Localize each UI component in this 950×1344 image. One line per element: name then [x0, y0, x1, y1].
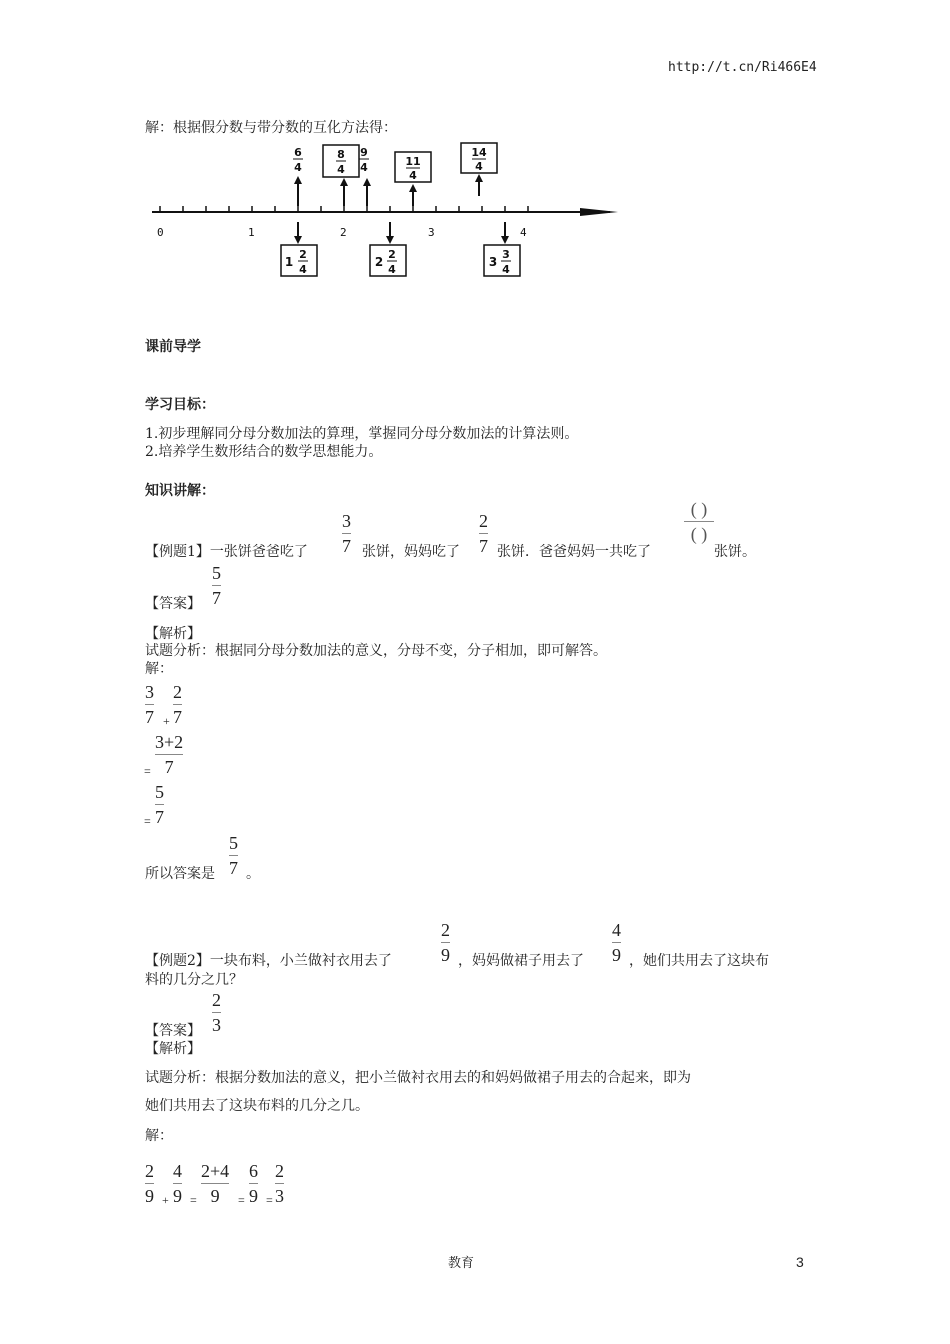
section-preview: 课前导学: [145, 339, 201, 355]
ex1-conclusion-frac: 5 7: [229, 833, 238, 878]
ex2-analysis-label: 【解析】: [145, 1041, 201, 1057]
ex2-equals-1: =: [190, 1193, 197, 1207]
ex1-period: 。: [246, 866, 260, 882]
svg-text:9: 9: [360, 146, 368, 159]
ex1-text-3: 张饼．爸爸妈妈一共吃了: [497, 544, 651, 560]
number-line-diagram: [140, 138, 640, 283]
ex2-text-2: ，妈妈做裙子用去了: [458, 953, 584, 969]
ex2-equals-3: =: [266, 1193, 273, 1207]
svg-text:4: 4: [409, 169, 417, 182]
footer-center: 教育: [448, 1256, 475, 1271]
ex1-frac-2-7: 2 7: [479, 511, 488, 556]
ex2-calc-frac-3: 2+4 9: [201, 1161, 230, 1206]
ex1-analysis: 试题分析：根据同分母分数加法的意义，分母不变，分子相加，即可解答。: [145, 643, 607, 659]
ex2-equals-2: =: [238, 1193, 245, 1207]
svg-text:14: 14: [471, 146, 487, 159]
ex2-calc-frac-5: 2 3: [275, 1161, 284, 1206]
ex1-step1-frac-a: 3 7: [145, 682, 154, 727]
ex1-equals-1: =: [144, 764, 151, 778]
top-frac-6-4: [293, 146, 303, 206]
ex2-frac-2-9: 2 9: [441, 920, 450, 965]
ex1-frac-3-7: 3 7: [342, 511, 351, 556]
ex1-plus: +: [163, 714, 170, 728]
ex1-analysis-label: 【解析】: [145, 626, 201, 642]
svg-text:4: 4: [475, 160, 483, 173]
bottom-mixed-1-2-4: [281, 222, 317, 276]
svg-text:4: 4: [294, 161, 302, 174]
ex2-frac-4-9: 4 9: [612, 920, 621, 965]
ex1-solve-label: 解：: [145, 661, 173, 677]
intro-line: 解：根据假分数与带分数的互化方法得：: [145, 120, 397, 136]
top-frac-14-4: [461, 143, 497, 196]
header-url: http://t.cn/Ri466E4: [668, 60, 817, 75]
ex1-text-2: 张饼，妈妈吃了: [362, 544, 460, 560]
tick-label-4: 4: [520, 226, 527, 239]
ex2-calc-frac-2: 4 9: [173, 1161, 182, 1206]
ex2-answer-frac: 2 3: [212, 990, 221, 1035]
svg-text:1: 1: [284, 255, 294, 269]
svg-text:4: 4: [337, 163, 345, 176]
ex1-blank-fraction: ( ) ( ): [684, 498, 714, 545]
svg-text:8: 8: [337, 148, 345, 161]
tick-label-2: 2: [340, 226, 347, 239]
ex2-calc-frac-4: 6 9: [249, 1161, 258, 1206]
ex2-text-1: 【例题2】一块布料，小兰做衬衣用去了: [145, 953, 392, 969]
svg-text:3: 3: [502, 248, 510, 261]
ex2-analysis-2: 她们共用去了这块布料的几分之几。: [145, 1098, 369, 1114]
ex1-equals-2: =: [144, 814, 151, 828]
bottom-mixed-3-3-4: [484, 222, 520, 276]
bottom-mixed-2-2-4: [370, 222, 406, 276]
top-frac-8-4: [323, 145, 359, 206]
ex1-conclusion: 所以答案是: [145, 866, 215, 882]
tick-label-1: 1: [248, 226, 255, 239]
ex2-calc-frac-1: 2 9: [145, 1161, 154, 1206]
svg-text:4: 4: [299, 263, 307, 276]
ex1-step2-frac: 3+2 7: [155, 732, 184, 777]
ex2-analysis-1: 试题分析：根据分数加法的意义，把小兰做衬衣用去的和妈妈做裙子用去的合起来，即为: [145, 1070, 691, 1086]
ex1-step3-frac: 5 7: [155, 782, 164, 827]
svg-text:6: 6: [294, 146, 302, 159]
svg-text:4: 4: [360, 161, 368, 174]
page-number: 3: [796, 1254, 804, 1270]
section-goals-title: 学习目标：: [145, 397, 215, 413]
svg-text:2: 2: [299, 248, 307, 261]
ex2-text-3: ，她们共用去了这块布: [629, 953, 769, 969]
svg-text:4: 4: [502, 263, 510, 276]
svg-text:3: 3: [488, 255, 498, 269]
svg-text:2: 2: [374, 255, 384, 269]
ex1-answer-label: 【答案】: [145, 596, 201, 612]
top-frac-9-4: [359, 146, 371, 206]
ex1-text-4: 张饼。: [714, 544, 756, 560]
ex2-text-line2: 料的几分之几？: [145, 972, 243, 988]
goal-1: 1.初步理解同分母分数加法的算理，掌握同分母分数加法的计算法则。: [145, 426, 579, 442]
tick-label-3: 3: [428, 226, 435, 239]
svg-text:4: 4: [388, 263, 396, 276]
ex2-plus: +: [162, 1193, 169, 1207]
ex2-solve-label: 解：: [145, 1128, 173, 1144]
ex1-text-1: 【例题1】一张饼爸爸吃了: [145, 544, 308, 560]
goal-2: 2.培养学生数形结合的数学思想能力。: [145, 444, 383, 460]
top-frac-11-4: [395, 152, 431, 206]
ex2-answer-label: 【答案】: [145, 1023, 201, 1039]
svg-text:2: 2: [388, 248, 396, 261]
svg-text:11: 11: [405, 155, 421, 168]
tick-label-0: 0: [157, 226, 164, 239]
section-knowledge: 知识讲解：: [145, 483, 215, 499]
ex1-answer-frac: 5 7: [212, 563, 221, 608]
ex1-step1-frac-b: 2 7: [173, 682, 182, 727]
